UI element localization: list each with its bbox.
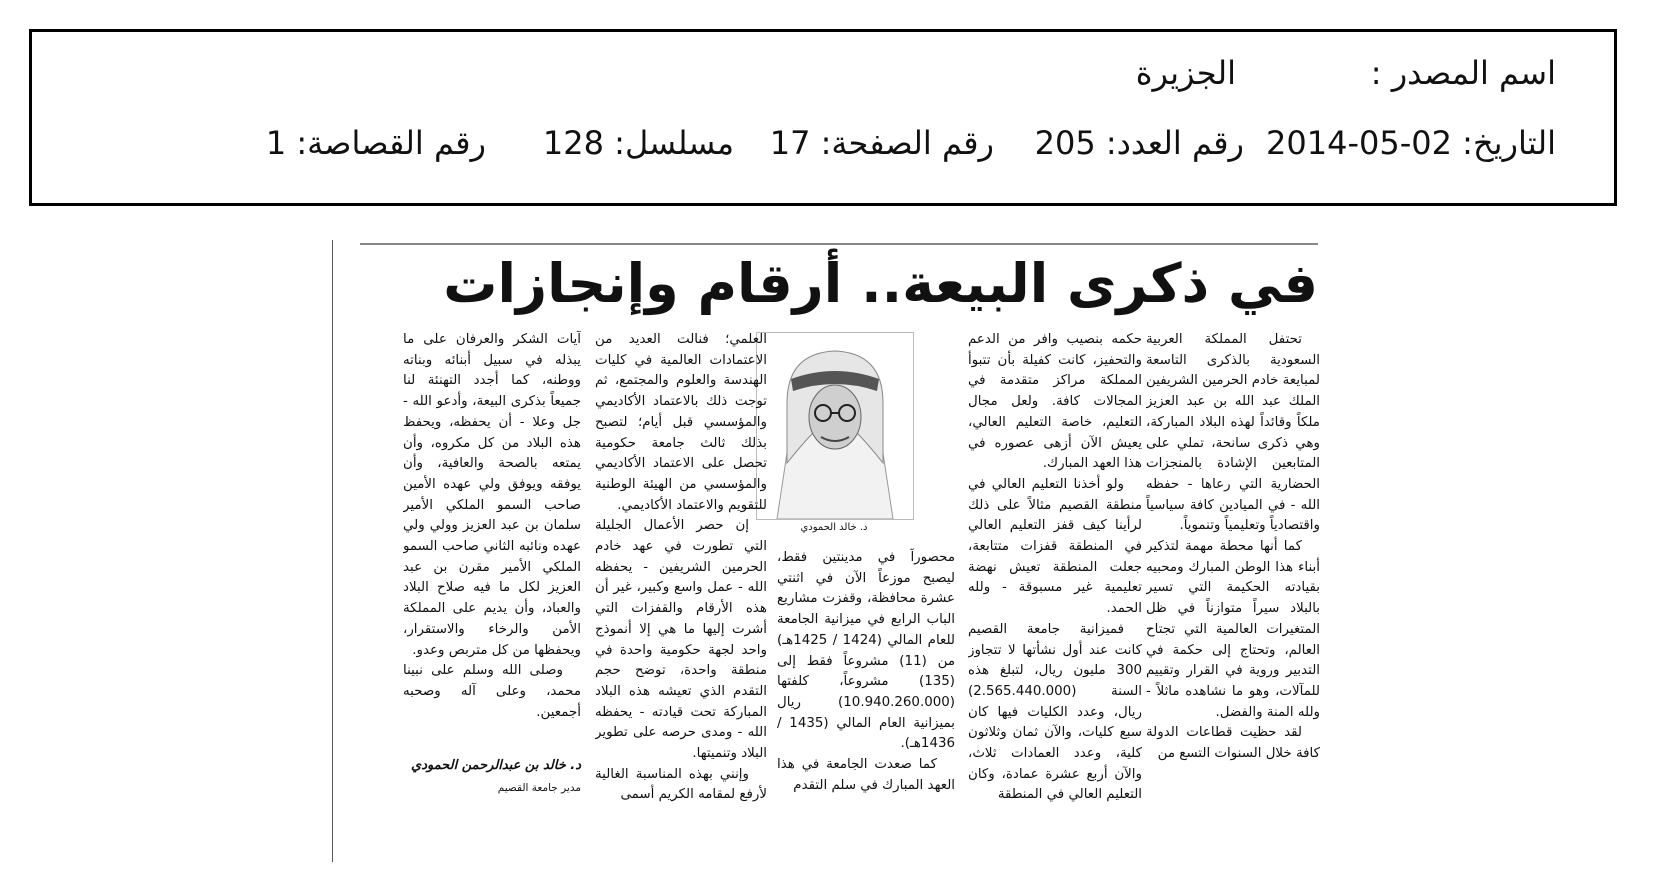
paragraph: كما أنها محطة مهمة لتذكير أبناء هذا الوطن المبارك ومحبيه بقيادته الحكيمة التي تسير بالبلاد سيراً متوازناً في ظل المتغيرات العالمية التي تجتاح العالم، وتحتاج إلى حكمة في التدبير وروية في القرار وتقييم للمآلات، وهو ما نشاهده ماثلاً - ولله المنة والفضل. <box>1146 539 1320 720</box>
author-portrait-image <box>757 333 913 519</box>
article-column-3 <box>777 548 955 840</box>
paragraph: حكمه بنصيب وافر من الدعم والتحفيز، كانت كفيلة بأن تتبوأ المملكة مراكز متقدمة في المجالات كافة. ولعل مجال التعليم، خاصة التعليم العالي، يعيش الآن أزهى عصوره في هذا العهد المبارك. <box>968 332 1142 472</box>
top-rule <box>360 243 1318 245</box>
author-signature: د. خالد بن عبدالرحمن الحمودي <box>411 758 581 773</box>
paragraph: ولو أخذنا التعليم العالي في منطقة القصيم مثالاً على ذلك لرأينا كيف قفز التعليم العالي في المنطقة قفزات متتابعة، جعلت المنطقة تعيش نهضة تعليمية غير مسبوقة - ولله الحمد. <box>968 476 1142 617</box>
newspaper-clipping <box>332 240 1332 870</box>
paragraph: إن حصر الأعمال الجليلة التي تطورت في عهد خادم الحرمين الشريفين - يحفظه الله - عمل واسع وكبير، غير أن هذه الأرقام والقفزات التي أشرت إليها ما هي إلا أنموذج واحد لجهة حكومية واحدة في منطقة واحدة، توضح حجم التقدم الذي تعيشه هذه البلاد المباركة تحت قيادته - يحفظه الله - ومدى حرصه على تطوير البلاد وتنميتها. <box>595 518 767 762</box>
paragraph: آيات الشكر والعرفان على ما يبذله في سبيل أبنائه وبناته ووطنه، كما أجدد التهنئة لنا جميعاً بذكرى البيعة، وأدعو الله - جل وعلا - أن يحفظه، ويحفظ هذه البلاد من كل مكروه، وأن يمتعه بالصحة والعافية، وأن يوفقه ويوفق ولي عهده الأمين صاحب السمو الملكي الأمير سلمان بن عبد العزيز وولي ولي عهده ونائبه الثاني صاحب السمو الملكي الأمير مقرن بن عبد العزيز لكل ما فيه صلاح البلاد والعباد، وأن يديم على المملكة الأمن والرخاء والاستقرار، ويحفظها من كل متربص وعدو. <box>403 332 581 658</box>
paragraph: العلمي؛ فنالت العديد من الاعتمادات العالمية في كليات الهندسة والعلوم والمجتمع، ثم توجت ذلك بالاعتماد الأكاديمي والمؤسسي قبل أيام؛ لتصبح بذلك ثالث جامعة حكومية تحصل على الاعتماد الأكاديمي والمؤسسي من الهيئة الوطنية للتقويم والاعتماد الأكاديمي. <box>595 332 767 513</box>
serial-number-field: مسلسل: 128 <box>542 124 734 162</box>
issue-number-field: رقم العدد: 205 <box>1034 124 1244 162</box>
author-photo <box>756 332 914 520</box>
paragraph: فميزانية جامعة القصيم كانت عند أول نشأتها لا تتجاوز 300 مليون ريال، لتبلغ هذه السنة (2.565.440.000) ريال، وعدد الكليات فيها كان سبع كليات، والآن ثمان وثلاثون كلية، وعدد العمادات ثلاث، والآن أربع عشرة عمادة، وكان التعليم العالي في المنطقة <box>968 621 1142 803</box>
paragraph: وصلى الله وسلم على نبينا محمد، وعلى آله وصحبه أجمعين. <box>403 663 581 720</box>
paragraph: تحتفل المملكة العربية السعودية بالذكرى التاسعة لمبايعة خادم الحرمين الشريفين الملك عبد الله بن عبد العزيز ملكاً وقائداً لهذه البلاد المباركة، وهي ذكرى سانحة، تملي على المتابعين الإشادة بالمنجزات الحضارية التي رعاها - حفظه الله - في الميادين كافة سياسياً واقتصادياً وتعليمياً وتنموياً. <box>1146 332 1320 534</box>
article-column-4 <box>595 330 767 840</box>
author-role: مدير جامعة القصيم <box>497 782 581 794</box>
paragraph: لقد حظيت قطاعات الدولة كافة خلال السنوات التسع من <box>1146 725 1320 762</box>
clipping-number-field: رقم القصاصة: 1 <box>265 124 486 162</box>
paragraph: وإنني بهذه المناسبة الغالية لأرفع لمقامه الكريم أسمى <box>595 766 767 803</box>
paragraph: محصوراً في مدينتين فقط، ليصبح موزعاً الآن في اثنتي عشرة محافظة، وقفزت مشاريع الباب الرابع في ميزانية الجامعة للعام المالي (1424 / 1425هـ) من (11) مشروعاً فقط إلى (135) مشروعاً، كلفتها (10.940.260.000) ريال بميزانية العام المالي (1435 / 1436هـ). <box>777 550 955 752</box>
article-column-1 <box>1146 330 1320 840</box>
article-title: في ذكرى البيعة.. أرقام وإنجازات <box>443 252 1318 315</box>
article-column-2 <box>968 330 1142 840</box>
source-value: الجزيرة <box>1135 54 1236 92</box>
date-field: التاريخ: 02-05-2014 <box>1266 124 1556 162</box>
column-rule <box>332 240 333 862</box>
page-number-field: رقم الصفحة: 17 <box>769 124 994 162</box>
article-column-5 <box>403 330 581 775</box>
paragraph: كما صعدت الجامعة في هذا العهد المبارك في سلم التقدم <box>777 757 955 793</box>
source-label: اسم المصدر : <box>1370 54 1556 92</box>
source-info-box <box>29 29 1617 206</box>
photo-caption: د. خالد الحمودي <box>800 522 868 533</box>
